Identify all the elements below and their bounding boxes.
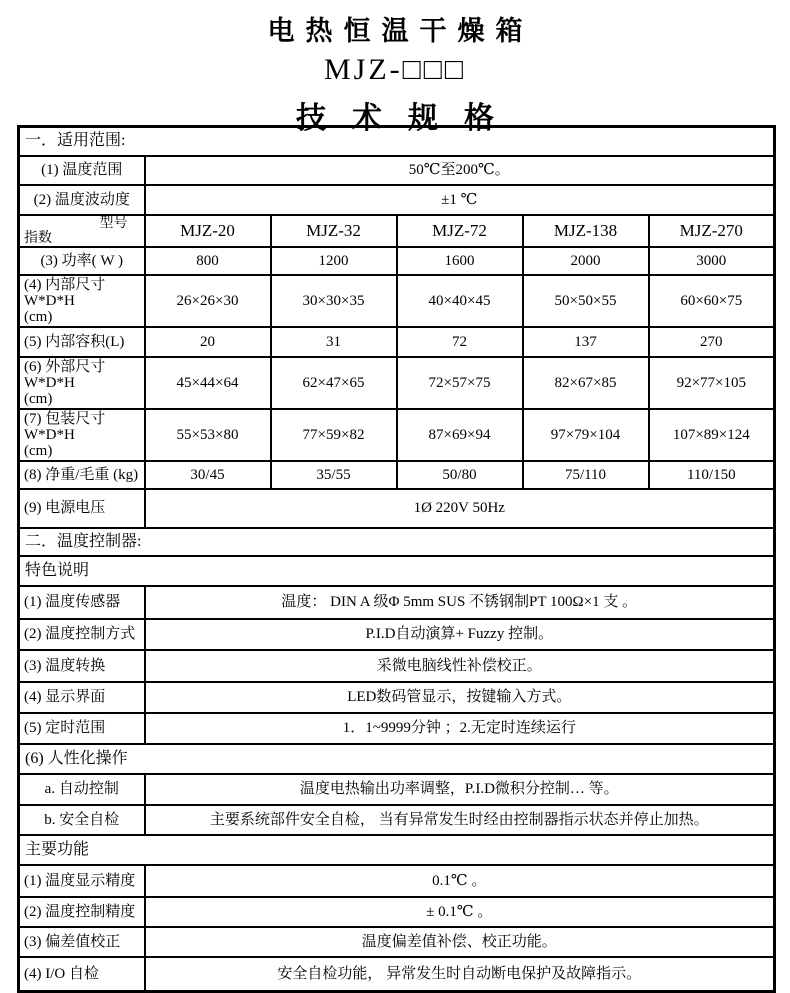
row-display-interface-label: (4) 显示界面 (19, 682, 145, 713)
row-temp-conversion-label: (3) 温度转换 (19, 650, 145, 682)
row-temp-conversion-value: 采微电脑线性补偿校正。 (145, 650, 775, 682)
row-power-supply-label: (9) 电源电压 (19, 489, 145, 528)
row-temp-control-accuracy (19, 897, 775, 927)
row-net-gross-weight-value: 35/55 (271, 461, 397, 489)
row-auto-control-value: 温度电热输出功率调整，P.I.D微积分控制… 等。 (145, 774, 775, 805)
row-humanized-operation-label: (6) 人性化操作 (19, 744, 775, 774)
spec-table-body (19, 127, 775, 992)
row-outer-dimensions-value: 72×57×75 (397, 357, 523, 409)
row-model-header-value: MJZ-20 (145, 215, 271, 247)
row-model-header (19, 215, 775, 247)
row-net-gross-weight-value: 50/80 (397, 461, 523, 489)
row-inner-volume-value: 31 (271, 327, 397, 357)
row-power-value: 2000 (523, 247, 649, 275)
row-timer-range (19, 713, 775, 744)
row-temp-sensor (19, 586, 775, 619)
row-deviation-calibration (19, 927, 775, 957)
row-inner-volume-value: 72 (397, 327, 523, 357)
row-packing-dimensions (19, 409, 775, 461)
row-outer-dimensions-label: (6) 外部尺寸W*D*H (cm) (19, 357, 145, 409)
row-section-applicable-range (19, 127, 775, 156)
row-inner-dimensions-value: 30×30×35 (271, 275, 397, 327)
row-outer-dimensions-value: 92×77×105 (649, 357, 775, 409)
row-section-applicable-range-label: 一．适用范围: (19, 127, 775, 156)
row-inner-dimensions-value: 40×40×45 (397, 275, 523, 327)
row-outer-dimensions-value: 45×44×64 (145, 357, 271, 409)
row-temp-conversion (19, 650, 775, 682)
row-temp-fluctuation-value: ±1 ℃ (145, 185, 775, 215)
row-model-header-value: MJZ-270 (649, 215, 775, 247)
model-number: MJZ-□□□ (323, 53, 467, 86)
row-safety-self-check-value: 主要系统部件安全自检， 当有异常发生时经由控制器指示状态并停止加热。 (145, 805, 775, 835)
row-temp-range (19, 156, 775, 185)
row-inner-dimensions-label: (4) 内部尺寸W*D*H (cm) (19, 275, 145, 327)
row-section-temp-controller-label: 二．温度控制器: (19, 528, 775, 556)
row-inner-dimensions-value: 60×60×75 (649, 275, 775, 327)
product-title: 电热恒温干燥箱 (267, 16, 534, 46)
row-inner-volume-value: 270 (649, 327, 775, 357)
row-io-self-check-value: 安全自检功能， 异常发生时自动断电保护及故障指示。 (145, 957, 775, 992)
row-timer-range-value: 1．1~9999分钟 ；2.无定时连续运行 (145, 713, 775, 744)
row-power-label: (3) 功率( W ) (19, 247, 145, 275)
row-inner-volume-value: 20 (145, 327, 271, 357)
row-power-value: 800 (145, 247, 271, 275)
row-display-interface-value: LED数码管显示，按键输入方式。 (145, 682, 775, 713)
row-temp-display-accuracy (19, 865, 775, 897)
row-packing-dimensions-label: (7) 包装尺寸W*D*H (cm) (19, 409, 145, 461)
row-net-gross-weight-value: 75/110 (523, 461, 649, 489)
row-temp-control-accuracy-label: (2) 温度控制精度 (19, 897, 145, 927)
row-inner-volume (19, 327, 775, 357)
row-net-gross-weight (19, 461, 775, 489)
row-net-gross-weight-value: 110/150 (649, 461, 775, 489)
row-temp-fluctuation-label: (2) 温度波动度 (19, 185, 145, 215)
row-io-self-check (19, 957, 775, 992)
row-model-header-value: MJZ-32 (271, 215, 397, 247)
row-model-header-value: MJZ-138 (523, 215, 649, 247)
row-power-value: 1200 (271, 247, 397, 275)
row-temp-range-label: (1) 温度范围 (19, 156, 145, 185)
model-index-split-cell (19, 215, 145, 247)
row-packing-dimensions-value: 55×53×80 (145, 409, 271, 461)
row-outer-dimensions-value: 82×67×85 (523, 357, 649, 409)
row-model-header-value: MJZ-72 (397, 215, 523, 247)
spec-table-wrap (17, 125, 776, 993)
row-net-gross-weight-value: 30/45 (145, 461, 271, 489)
row-humanized-operation (19, 744, 775, 774)
row-inner-volume-value: 137 (523, 327, 649, 357)
row-power (19, 247, 775, 275)
row-display-interface (19, 682, 775, 713)
row-inner-dimensions-value: 26×26×30 (145, 275, 271, 327)
row-safety-self-check-label: b. 安全自检 (19, 805, 145, 835)
row-inner-volume-label: (5) 内部容积(L) (19, 327, 145, 357)
row-power-supply (19, 489, 775, 528)
row-deviation-calibration-label: (3) 偏差值校正 (19, 927, 145, 957)
row-section-temp-controller (19, 528, 775, 556)
row-packing-dimensions-value: 107×89×124 (649, 409, 775, 461)
row-power-supply-value: 1Ø 220V 50Hz (145, 489, 775, 528)
row-power-value: 3000 (649, 247, 775, 275)
row-temp-control-accuracy-value: ± 0.1℃ 。 (145, 897, 775, 927)
row-timer-range-label: (5) 定时范围 (19, 713, 145, 744)
row-temp-range-value: 50℃至200℃。 (145, 156, 775, 185)
row-temp-sensor-label: (1) 温度传感器 (19, 586, 145, 619)
row-temp-control-method-value: P.I.D自动演算+ Fuzzy 控制。 (145, 619, 775, 650)
row-temp-control-method (19, 619, 775, 650)
row-temp-display-accuracy-label: (1) 温度显示精度 (19, 865, 145, 897)
spec-table (17, 125, 776, 993)
row-inner-dimensions (19, 275, 775, 327)
row-feature-description (19, 556, 775, 586)
row-outer-dimensions (19, 357, 775, 409)
row-main-functions (19, 835, 775, 865)
spec-subtitle: 技术规格 (296, 102, 520, 135)
row-net-gross-weight-label: (8) 净重/毛重 (kg) (19, 461, 145, 489)
row-temp-fluctuation (19, 185, 775, 215)
row-temp-sensor-value: 温度： DIN A 级Φ 5mm SUS 不锈钢制PT 100Ω×1 支 。 (145, 586, 775, 619)
row-feature-description-label: 特色说明 (19, 556, 775, 586)
split-label-model: 型号 (99, 215, 128, 231)
split-label-index: 指数 (24, 230, 52, 246)
row-safety-self-check (19, 805, 775, 835)
row-inner-dimensions-value: 50×50×55 (523, 275, 649, 327)
row-packing-dimensions-value: 77×59×82 (271, 409, 397, 461)
row-auto-control (19, 774, 775, 805)
row-auto-control-label: a. 自动控制 (19, 774, 145, 805)
row-temp-control-method-label: (2) 温度控制方式 (19, 619, 145, 650)
row-temp-display-accuracy-value: 0.1℃ 。 (145, 865, 775, 897)
row-power-value: 1600 (397, 247, 523, 275)
row-deviation-calibration-value: 温度偏差值补偿、校正功能。 (145, 927, 775, 957)
document-header (0, 0, 790, 137)
row-io-self-check-label: (4) I/O 自检 (19, 957, 145, 992)
row-packing-dimensions-value: 87×69×94 (397, 409, 523, 461)
row-outer-dimensions-value: 62×47×65 (271, 357, 397, 409)
row-main-functions-label: 主要功能 (19, 835, 775, 865)
row-packing-dimensions-value: 97×79×104 (523, 409, 649, 461)
